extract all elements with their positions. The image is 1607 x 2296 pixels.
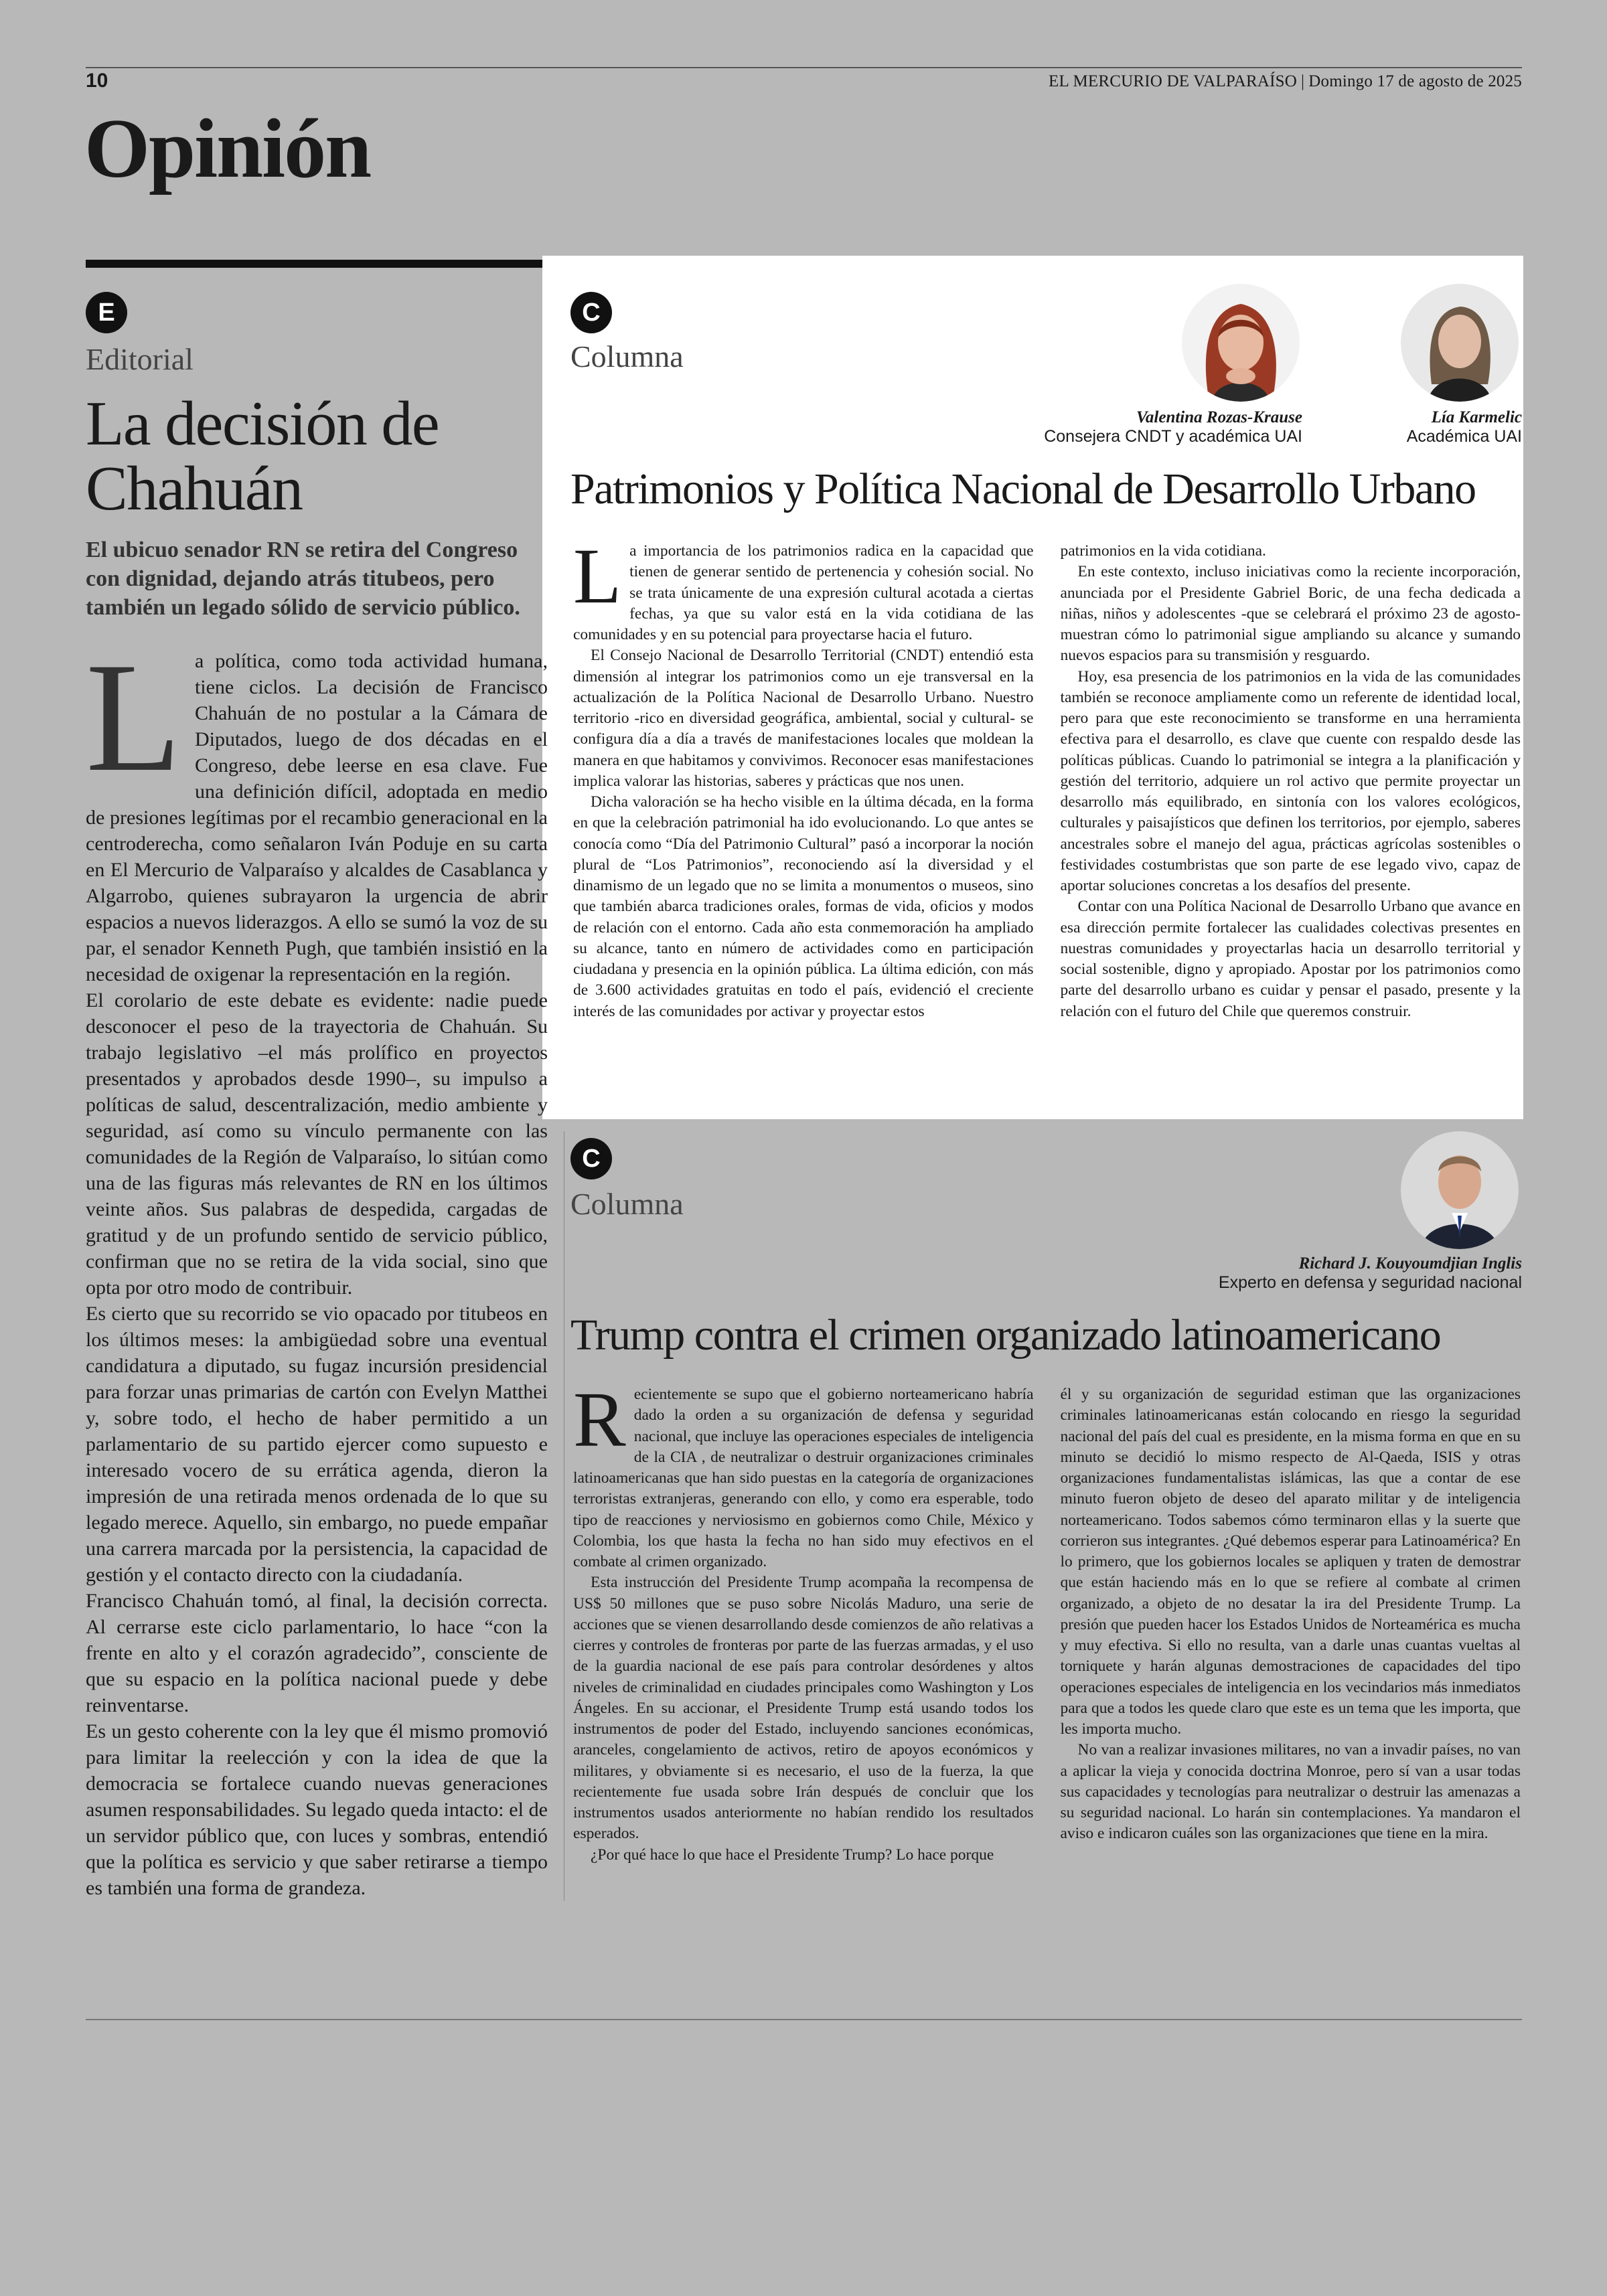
drop-cap: R: [573, 1376, 626, 1463]
editorial-body: [86, 630, 548, 1901]
column-title: Trump contra el crimen organizado latinoamericano: [570, 1311, 1441, 1360]
author-3: [1071, 1254, 1522, 1293]
woman-red-hair-portrait-icon: [1182, 284, 1300, 402]
publication-date: Domingo 17 de agosto de 2025: [1308, 72, 1522, 90]
column-paragraph: Contar con una Política Nacional de Desarrollo Urbano que avance en esa dirección permite fortalecer las cualidades colectivas presentes en nuestras comunidades y proyectarlas hacia un desarrollo territorial y social sostenible, digno y apropiado. Apostar por los patrimonios como parte del desarrollo urbano es cuidar y pensar el pasado, presente y la relación con el futuro del Chile que queremos construir.: [1060, 898, 1521, 1020]
column-paragraph: Hoy, esa presencia de los patrimonios en la vida de las comunidades también se reconoce ampliamente como un referente de identidad local, pero para que este reconocimiento se transforme en una herramienta efectiva para el desarrollo, es clave que cuente con respaldo desde las políticas públicas. Cuando lo patrimonial se integra a la planificación y gestión del territorio, adquiere un rol activo que permite proyectar un desarrollo más equilibrado, en sintonía con los valores ecológicos, culturales y paisajísticos que definen los territorios, por ejemplo, saberes ancestrales sobre el manejo del agua, prácticas agrícolas sostenibles o festividades costumbristas que son parte de ese legado vivo, capaz de aportar soluciones concretas a los desafíos del presente.: [1060, 667, 1521, 894]
editorial-paragraph: El corolario de este debate es evidente: nadie puede desconocer el peso de la trayectoria de Chahuán. Su trabajo legislativo –el más prolífico en proyectos presentados y aprobados desde 1990–, su impulso a políticas de salud, descentralización, medio ambiente y seguridad, así como su vínculo permanente con las comunidades de la Región de Valparaíso, lo sitúan como una de las figuras más relevantes de RN en los últimos veinte años. Sus palabras de despedida, cargadas de gratitud y de un profundo sentido de servicio público, confirman que no se retira de la vida social, sino que opta por otro modo de contribuir.: [86, 989, 548, 1299]
editorial-kicker: Editorial: [86, 342, 194, 376]
text-column: [573, 532, 1034, 1022]
text-column: [1061, 1384, 1521, 1866]
column-paragraph: Esta instrucción del Presidente Trump acompaña la recompensa de US$ 50 millones que se puso sobre Nicolás Maduro, una serie de acciones que se vienen desarrollando desde comienzos de año relativas a cierres y controles de fronteras por parte de las fuerzas armadas, y el uso de la guardia nacional de ese país para controlar desórdenes y altos niveles de criminalidad en ciudades principales como Washington y Los Ángeles. En su accionar, el Presidente Trump está usando todos los instrumentos de poder del Estado, incluyendo sanciones económicas, aranceles, congelamiento de activos, retiro de apoyos económicos y militares, y obviamente si es necesario, el uso de la fuerza, la que recientemente fue usada sobre Irán después de concluir que los instrumentos usados anteriormente no habían rendido los resultados esperados.: [573, 1574, 1034, 1843]
column-kicker: Columna: [570, 1187, 684, 1221]
column-paragraph: En este contexto, incluso iniciativas como la reciente incorporación, anunciada por el Presidente Gabriel Boric, de una fecha dedicada a niñas, niños y adolescentes -que se celebrará el próximo 23 de agosto- muestran cómo lo patrimonial sigue ampliando su alcance y sumando nuevos espacios para su transmisión y resguardo.: [1060, 563, 1521, 665]
woman-portrait-icon: [1401, 284, 1519, 402]
text-column: [1061, 541, 1521, 1022]
column-badge: C: [570, 292, 612, 333]
drop-cap: L: [573, 532, 622, 620]
man-suit-portrait-icon: [1401, 1131, 1519, 1249]
column-paragraph: No van a realizar invasiones militares, no van a invadir países, no van a aplicar la vieja y conocida doctrina Monroe, pero sí van a usar todas sus capacidades y tecnologías para neutralizar o destruir las amenazas a su seguridad nacional. Lo harán sin contemplaciones. Ya mandaron el aviso e indicaron cuáles son las organizaciones que tiene en la mira.: [1060, 1741, 1521, 1843]
author-role: Experto en defensa y seguridad nacional: [1218, 1273, 1522, 1292]
column-paragraph: Recientemente se supo que el gobierno norteamericano habría dado la orden a su organización de defensa y seguridad nacional, que incluye las operaciones especiales de inteligencia de la CIA , de neutralizar o destruir organizaciones criminales latinoamericanas que han sido puestas en la categoría de organizaciones terroristas extranjeras, generando con ello, y como era esperable, todo tipo de reacciones y nerviosismo en gobiernos como Chile, México y Colombia, los que hasta la fecha no han sido muy efectivos en el combate al crimen organizado.: [573, 1376, 1034, 1570]
editorial-paragraph: Es cierto que su recorrido se vio opacado por titubeos en los últimos meses: la ambigüedad sobre una eventual candidatura a diputado, su fugaz incursión presidencial para forzar unas primarias de cartón con Evelyn Matthei y, sobre todo, el hecho de haber permitido a un parlamentario de su partido ejercer como supuesto e interesado vocero de su errática agenda, dieron la impresión de una retirada menos ordenada de lo que su legado merece. Aquello, sin embargo, no puede empañar una carrera marcada por la persistencia, la capacidad de gestión y el contacto directo con la ciudadanía.: [86, 1303, 548, 1586]
column-paragraph: La importancia de los patrimonios radica en la capacidad que tienen de generar sentido de pertenencia y cohesión social. No se trata únicamente de una expresión cultural acotada a ciertas fechas, ya que su valor está en la vida cotidiana de las comunidades y en su potencial para proyectarse hacia el futuro.: [573, 532, 1034, 643]
column-body: [573, 1376, 1521, 1866]
column-badge: C: [570, 1138, 612, 1179]
page-number: 10: [86, 70, 108, 92]
column-paragraph: ¿Por qué hace lo que hace el Presidente Trump? Lo hace porque: [591, 1846, 994, 1864]
column-paragraph: él y su organización de seguridad estiman que las organizaciones criminales latinoamericanas están colocando en riesgo la seguridad nacional del país del cual es presidente, en la misma forma en que en su minuto se decidió lo mismo respecto de Al-Qaeda, ISIS y otras organizaciones fundamentalistas islámicas, las que a contar de ese minuto fueron objeto de deseo del aparato militar y de inteligencia norteamericano. Todos sabemos cómo terminaron ellas y la suerte que corrieron sus integrantes. ¿Qué debemos esperar para Latinoamérica? En lo primero, que los gobiernos locales se apliquen y traten de demostrar que están haciendo más en lo que se refiere al combate al crimen organizado, a objeto de no desatar la ira del Presidente Trump. La presión que pueden hacer los Estados Unidos de Norteamérica es mucha y muy efectiva. Si ello no resulta, van a darle unas cuantas vueltas al torniquete y harán algunas demostraciones de capacidades del tipo operaciones especiales de inteligencia en los vecindarios más inmediatos para que a todos les quede claro que este es un tema que les importa, que les importa mucho.: [1060, 1386, 1521, 1738]
author-name: Valentina Rozas-Krause: [1136, 408, 1302, 426]
author-role: Académica UAI: [1406, 427, 1522, 446]
bottom-rule: [86, 2019, 1522, 2020]
editorial-paragraph: Es un gesto coherente con la ley que él mismo promovió para limitar la reelección y con la idea de que la democracia se fortalece cuando nuevas generaciones asumen responsabilidades. Su legado queda intacto: el de un servidor público que, con luces y sombras, entendió que la política es servicio y que saber retirarse a tiempo es también una forma de grandeza.: [86, 1720, 548, 1899]
text-column: [573, 1376, 1034, 1866]
editorial-lead: El ubicuo senador RN se retira del Congreso con dignidad, dejando atrás titubeos, pero también un legado sólido de servicio público.: [86, 538, 520, 621]
editorial-paragraph: Francisco Chahuán tomó, al final, la decisión correcta. Al cerrarse este ciclo parlamentario, lo hace “con la frente en alto y el corazón agradecido”, consciente de que su espacio en la política nacional puede y debe reinventarse.: [86, 1590, 548, 1716]
publication-name: EL MERCURIO DE VALPARAÍSO: [1048, 72, 1298, 90]
author-role: Consejera CNDT y académica UAI: [1044, 427, 1302, 446]
column-body: [573, 532, 1521, 1022]
column-kicker: Columna: [570, 339, 684, 374]
author-avatar: [1182, 284, 1300, 402]
author-2: [1312, 408, 1522, 446]
masthead-separator: |: [1301, 72, 1305, 90]
section-title: Opinión: [84, 102, 371, 195]
column-paragraph: patrimonios en la vida cotidiana.: [1060, 542, 1266, 560]
author-name: Richard J. Kouyoumdjian Inglis: [1298, 1254, 1522, 1273]
top-rule: [86, 67, 1522, 68]
column-paragraph: El Consejo Nacional de Desarrollo Territorial (CNDT) entendió esta dimensión al integrar los patrimonios como un eje transversal en la actualización de la Política Nacional de Desarrollo Urbano. Nuestro territorio -rico en diversidad geográfica, ambiental, social y cultural- se configura día a día a través de manifestaciones locales que moldean la manera en que habitamos y convivimos. Reconocer esas manifestaciones implica valorar las historias, saberes y prácticas que nos unen.: [573, 647, 1034, 790]
author-avatar: [1401, 1131, 1519, 1249]
author-name: Lía Karmelic: [1431, 408, 1522, 426]
column-paragraph: Dicha valoración se ha hecho visible en la última década, en la forma en que la celebración patrimonial ha ido evolucionando. Lo que antes se conocía como “Día del Patrimonio Cultural” pasó a incorporar la noción plural de “Los Patrimonios”, reconociendo así la diversidad y el dinamismo de un legado que no se limita a monumentos o museos, sino que también abarca tradiciones orales, formas de vida, oficios y modos de relación con el entorno. Cada año esta conmemoración ha ampliado su alcance, tanto en número de actividades como en participación ciudadana y presencia en la opinión pública. La última edición, con más de 3.600 actividades gratuitas en todo el país, evidenció el creciente interés de las comunidades por activar y proyectar estos: [573, 793, 1034, 1020]
editorial-title: La decisión de Chahuán: [86, 389, 439, 523]
editorial-badge: E: [86, 292, 127, 333]
column-title: Patrimonios y Política Nacional de Desarrollo Urbano: [570, 465, 1476, 513]
editorial-paragraph: La política, como toda actividad humana, tiene ciclos. La decisión de Francisco Chahuán de no postular a la Cámara de Diputados, luego de dos décadas en el Congreso, debe leerse en esa clave. Fue una definición difícil, adoptada en medio de presiones legítimas por el recambio generacional en la centroderecha, como señalaron Iván Poduje en su carta en El Mercurio de Valparaíso y alcaldes de Casablanca y Algarrobo, quienes subrayaron la urgencia de abrir espacios a nuevos liderazgos. A ello se sumó la voz de su par, el senador Kenneth Pugh, que también insistió en la necesidad de oxigenar la representación en la región.: [86, 630, 548, 985]
masthead: [1049, 72, 1522, 91]
drop-cap: L: [86, 630, 181, 804]
author-1: [958, 408, 1302, 446]
author-avatar: [1401, 284, 1519, 402]
